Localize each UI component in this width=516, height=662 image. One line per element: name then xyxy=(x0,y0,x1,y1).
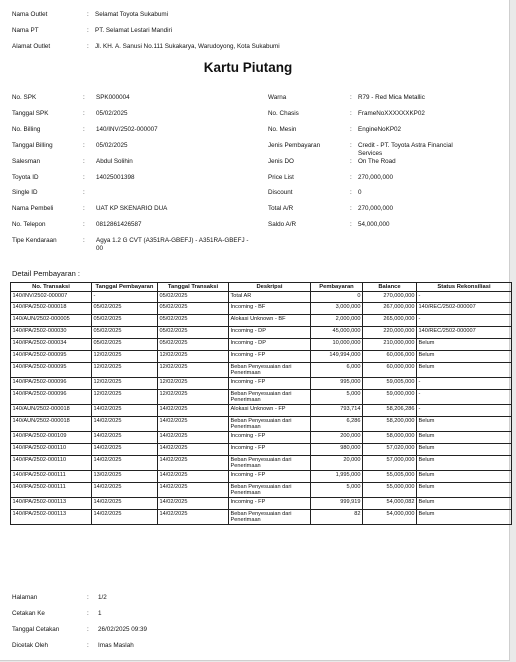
cell-deskripsi: Beban Penyesuaian dari Penerimaan xyxy=(229,363,311,378)
cell-tanggal-transaksi: 14/02/2025 xyxy=(158,432,229,444)
cell-balance: 58,206,286 xyxy=(363,405,417,417)
cell-deskripsi: Incoming - FP xyxy=(229,432,311,444)
cell-tanggal-pembayaran: - xyxy=(92,292,158,303)
cell-status: Belum xyxy=(417,417,512,432)
cell-status: 140/REC/2502-000007 xyxy=(417,327,512,339)
info-value: 140/INV/2502-000007 xyxy=(96,126,158,133)
info-label: Tanggal SPK xyxy=(12,110,49,117)
cell-deskripsi: Beban Penyesuaian dari Penerimaan xyxy=(229,510,311,525)
cell-no-transaksi: 140/IPA/2502-000095 xyxy=(11,363,92,378)
info-value: 14025001398 xyxy=(96,174,135,181)
cell-tanggal-pembayaran: 13/02/2025 xyxy=(92,471,158,483)
cell-tanggal-transaksi: 05/02/2025 xyxy=(158,315,229,327)
table-row xyxy=(11,339,512,351)
cell-pembayaran: 45,000,000 xyxy=(311,327,363,339)
colon: : xyxy=(83,205,85,212)
header-label: Nama PT xyxy=(12,27,39,34)
info-label: Toyota ID xyxy=(12,174,39,181)
left-info-row xyxy=(12,94,256,108)
cell-no-transaksi: 140/IPA/2502-000095 xyxy=(11,351,92,363)
cell-no-transaksi: 140/IPA/2502-000096 xyxy=(11,378,92,390)
info-label: Tanggal Billing xyxy=(12,142,53,149)
cell-tanggal-pembayaran: 14/02/2025 xyxy=(92,417,158,432)
cell-tanggal-transaksi: 12/02/2025 xyxy=(158,363,229,378)
info-label: Saldo A/R xyxy=(268,221,297,228)
cell-balance: 60,000,000 xyxy=(363,363,417,378)
header-row-outlet xyxy=(12,11,312,19)
info-value: 26/02/2025 09:39 xyxy=(98,626,148,633)
right-info-row xyxy=(268,221,476,235)
info-label: Warna xyxy=(268,94,287,101)
cell-status: Belum xyxy=(417,498,512,510)
info-label: Salesman xyxy=(12,158,41,165)
cell-pembayaran: 6,000 xyxy=(311,363,363,378)
cell-balance: 265,000,000 xyxy=(363,315,417,327)
col-header-pembayaran: Pembayaran xyxy=(311,283,363,292)
cell-pembayaran: 5,000 xyxy=(311,390,363,405)
table-row xyxy=(11,498,512,510)
colon: : xyxy=(83,110,85,117)
table-row xyxy=(11,303,512,315)
info-value: 270,000,000 xyxy=(358,174,394,181)
info-value: Abdul Solihin xyxy=(96,158,133,165)
cell-tanggal-transaksi: 14/02/2025 xyxy=(158,510,229,525)
colon: : xyxy=(350,174,352,181)
cell-balance: 267,000,000 xyxy=(363,303,417,315)
cell-tanggal-transaksi: 05/02/2025 xyxy=(158,303,229,315)
cell-tanggal-transaksi: 12/02/2025 xyxy=(158,378,229,390)
cell-pembayaran: 6,286 xyxy=(311,417,363,432)
header-label: Nama Outlet xyxy=(12,11,48,18)
cell-deskripsi: Incoming - FP xyxy=(229,471,311,483)
cell-balance: 59,000,000 xyxy=(363,390,417,405)
colon: : xyxy=(83,174,85,181)
table-header-row xyxy=(11,283,512,292)
footer-row xyxy=(12,642,218,656)
cell-tanggal-pembayaran: 05/02/2025 xyxy=(92,303,158,315)
cell-deskripsi: Incoming - BF xyxy=(229,303,311,315)
info-value: 270,000,000 xyxy=(358,205,394,212)
cell-deskripsi: Incoming - DP xyxy=(229,327,311,339)
cell-status: Belum xyxy=(417,510,512,525)
cell-tanggal-transaksi: 14/02/2025 xyxy=(158,483,229,498)
info-value: 0 xyxy=(358,189,362,196)
cell-tanggal-pembayaran: 14/02/2025 xyxy=(92,405,158,417)
cell-status: Belum xyxy=(417,483,512,498)
cell-tanggal-pembayaran: 14/02/2025 xyxy=(92,432,158,444)
cell-status: Belum xyxy=(417,444,512,456)
cell-balance: 220,000,000 xyxy=(363,327,417,339)
cell-tanggal-pembayaran: 14/02/2025 xyxy=(92,444,158,456)
colon: : xyxy=(350,142,352,149)
cell-no-transaksi: 140/IPA/2502-000110 xyxy=(11,456,92,471)
cell-status: 140/REC/2502-000007 xyxy=(417,303,512,315)
info-label: No. SPK xyxy=(12,94,37,101)
col-header-no-transaksi: No. Transaksi xyxy=(11,283,92,292)
cell-tanggal-pembayaran: 14/02/2025 xyxy=(92,498,158,510)
table-row xyxy=(11,292,512,303)
cell-balance: 59,005,000 xyxy=(363,378,417,390)
cell-deskripsi: Beban Penyesuaian dari Penerimaan xyxy=(229,417,311,432)
cell-tanggal-transaksi: 14/02/2025 xyxy=(158,417,229,432)
cell-status: - xyxy=(417,315,512,327)
colon: : xyxy=(350,110,352,117)
cell-deskripsi: Incoming - DP xyxy=(229,339,311,351)
right-info-row xyxy=(268,126,476,140)
col-header-tanggal-pembayaran: Tanggal Pembayaran xyxy=(92,283,158,292)
cell-tanggal-pembayaran: 14/02/2025 xyxy=(92,483,158,498)
colon: : xyxy=(350,94,352,101)
info-label: Jenis Pembayaran xyxy=(268,142,321,149)
cell-pembayaran: 0 xyxy=(311,292,363,303)
colon: : xyxy=(350,205,352,212)
header-row-address xyxy=(12,43,372,51)
header-value: Selamat Toyota Sukabumi xyxy=(95,11,169,18)
col-header-status: Status Rekonsiliasi xyxy=(417,283,512,292)
right-info-row xyxy=(268,174,476,188)
table-row xyxy=(11,432,512,444)
cell-pembayaran: 200,000 xyxy=(311,432,363,444)
left-info-row xyxy=(12,237,256,251)
info-label: Nama Pembeli xyxy=(12,205,54,212)
left-info-row xyxy=(12,126,256,140)
cell-pembayaran: 1,995,000 xyxy=(311,471,363,483)
colon: : xyxy=(83,189,85,196)
colon: : xyxy=(87,11,89,18)
cell-balance: 54,000,082 xyxy=(363,498,417,510)
info-label: Discount xyxy=(268,189,293,196)
colon: : xyxy=(87,594,89,601)
cell-tanggal-pembayaran: 14/02/2025 xyxy=(92,510,158,525)
table-row xyxy=(11,363,512,378)
cell-balance: 58,200,000 xyxy=(363,417,417,432)
right-info-row xyxy=(268,158,476,172)
info-value: 0812861426587 xyxy=(96,221,142,228)
cell-status: Belum xyxy=(417,456,512,471)
colon: : xyxy=(350,189,352,196)
table-row xyxy=(11,510,512,525)
table-row xyxy=(11,456,512,471)
cell-pembayaran: 995,000 xyxy=(311,378,363,390)
cell-tanggal-pembayaran: 05/02/2025 xyxy=(92,315,158,327)
cell-status: Belum xyxy=(417,471,512,483)
cell-no-transaksi: 140/IPA/2502-000110 xyxy=(11,444,92,456)
cell-status: - xyxy=(417,292,512,303)
colon: : xyxy=(83,237,85,244)
info-value: FrameNoXXXXXXKP02 xyxy=(358,110,425,117)
cell-tanggal-transaksi: 14/02/2025 xyxy=(158,444,229,456)
header-value: Jl. KH. A. Sanusi No.111 Sukakarya, Warudoyong, Kota Sukabumi xyxy=(95,43,280,50)
cell-tanggal-transaksi: 14/02/2025 xyxy=(158,405,229,417)
cell-balance: 55,000,000 xyxy=(363,483,417,498)
table-row xyxy=(11,444,512,456)
cell-deskripsi: Beban Penyesuaian dari Penerimaan xyxy=(229,456,311,471)
colon: : xyxy=(83,142,85,149)
info-label: No. Telepon xyxy=(12,221,46,228)
info-value: Credit - PT. Toyota Astra Financial Services xyxy=(358,142,453,157)
cell-no-transaksi: 140/IPA/2502-000034 xyxy=(11,339,92,351)
info-label: Total A/R xyxy=(268,205,294,212)
left-info-row xyxy=(12,221,256,235)
table-row xyxy=(11,327,512,339)
cell-status: Belum xyxy=(417,363,512,378)
cell-tanggal-pembayaran: 05/02/2025 xyxy=(92,339,158,351)
cell-balance: 54,000,000 xyxy=(363,510,417,525)
info-label: Tanggal Cetakan xyxy=(12,626,60,633)
info-label: No. Chasis xyxy=(268,110,299,117)
info-label: Price List xyxy=(268,174,294,181)
cell-no-transaksi: 140/AUN/2502-000018 xyxy=(11,405,92,417)
cell-no-transaksi: 140/AUN/2502-000005 xyxy=(11,315,92,327)
col-header-balance: Balance xyxy=(363,283,417,292)
info-value: EngineNoKP02 xyxy=(358,126,402,133)
left-info-row xyxy=(12,158,256,172)
cell-no-transaksi: 140/IPA/2502-000111 xyxy=(11,483,92,498)
cell-no-transaksi: 140/IPA/2502-000109 xyxy=(11,432,92,444)
cell-pembayaran: 82 xyxy=(311,510,363,525)
info-label: Halaman xyxy=(12,594,38,601)
right-info-row xyxy=(268,110,476,124)
cell-deskripsi: Incoming - FP xyxy=(229,444,311,456)
cell-deskripsi: Incoming - FP xyxy=(229,351,311,363)
colon: : xyxy=(87,43,89,50)
info-value: 1 xyxy=(98,610,102,617)
info-value: R79 - Red Mica Metallic xyxy=(358,94,425,101)
colon: : xyxy=(87,610,89,617)
cell-tanggal-transaksi: 05/02/2025 xyxy=(158,292,229,303)
cell-pembayaran: 980,000 xyxy=(311,444,363,456)
colon: : xyxy=(350,221,352,228)
cell-no-transaksi: 140/IPA/2502-000111 xyxy=(11,471,92,483)
col-header-tanggal-transaksi: Tanggal Transaksi xyxy=(158,283,229,292)
header-row-pt xyxy=(12,27,312,35)
cell-tanggal-pembayaran: 12/02/2025 xyxy=(92,351,158,363)
colon: : xyxy=(87,642,89,649)
info-label: No. Mesin xyxy=(268,126,297,133)
cell-tanggal-transaksi: 14/02/2025 xyxy=(158,471,229,483)
cell-deskripsi: Incoming - FP xyxy=(229,498,311,510)
table-row xyxy=(11,315,512,327)
cell-tanggal-transaksi: 05/02/2025 xyxy=(158,327,229,339)
cell-status: Belum xyxy=(417,432,512,444)
cell-pembayaran: 20,000 xyxy=(311,456,363,471)
cell-status: - xyxy=(417,390,512,405)
cell-no-transaksi: 140/IPA/2502-000113 xyxy=(11,498,92,510)
cell-no-transaksi: 140/IPA/2502-000018 xyxy=(11,303,92,315)
right-info-row xyxy=(268,189,476,203)
left-info-row xyxy=(12,205,256,219)
table-row xyxy=(11,390,512,405)
col-header-deskripsi: Deskripsi xyxy=(229,283,311,292)
cell-pembayaran: 149,994,000 xyxy=(311,351,363,363)
cell-tanggal-pembayaran: 12/02/2025 xyxy=(92,390,158,405)
cell-pembayaran: 793,714 xyxy=(311,405,363,417)
info-value: On The Road xyxy=(358,158,396,165)
cell-tanggal-pembayaran: 12/02/2025 xyxy=(92,378,158,390)
info-value: 05/02/2025 xyxy=(96,142,128,149)
cell-no-transaksi: 140/INV/2502-000007 xyxy=(11,292,92,303)
cell-deskripsi: Alokasi Unknown - BF xyxy=(229,315,311,327)
cell-pembayaran: 2,000,000 xyxy=(311,315,363,327)
info-label: Tipe Kendaraan xyxy=(12,237,57,244)
info-label: Cetakan Ke xyxy=(12,610,45,617)
info-label: Dicetak Oleh xyxy=(12,642,49,649)
right-info-row xyxy=(268,142,476,156)
left-info-row xyxy=(12,110,256,124)
cell-deskripsi: Total AR xyxy=(229,292,311,303)
cell-pembayaran: 999,919 xyxy=(311,498,363,510)
info-value: UAT KP SKENARIO DUA xyxy=(96,205,168,212)
cell-tanggal-transaksi: 12/02/2025 xyxy=(158,351,229,363)
info-label: Jenis DO xyxy=(268,158,294,165)
cell-balance: 55,005,000 xyxy=(363,471,417,483)
info-label: No. Billing xyxy=(12,126,41,133)
cell-deskripsi: Incoming - FP xyxy=(229,378,311,390)
colon: : xyxy=(83,126,85,133)
cell-balance: 210,000,000 xyxy=(363,339,417,351)
cell-status: - xyxy=(417,378,512,390)
footer-row xyxy=(12,610,218,624)
cell-deskripsi: Beban Penyesuaian dari Penerimaan xyxy=(229,483,311,498)
right-info-row xyxy=(268,94,476,108)
cell-no-transaksi: 140/AUN/2502-000018 xyxy=(11,417,92,432)
right-info-row xyxy=(268,205,476,219)
cell-tanggal-transaksi: 14/02/2025 xyxy=(158,456,229,471)
section-title: Detail Pembayaran : xyxy=(12,269,80,278)
cell-pembayaran: 5,000 xyxy=(311,483,363,498)
info-label: Single ID xyxy=(12,189,38,196)
cell-tanggal-transaksi: 12/02/2025 xyxy=(158,390,229,405)
cell-tanggal-transaksi: 05/02/2025 xyxy=(158,339,229,351)
header-label: Alamat Outlet xyxy=(12,43,51,50)
info-value: Agya 1.2 G CVT (A351RA-GBEFJ) - A351RA-GBEFJ - 00 xyxy=(96,237,249,252)
colon: : xyxy=(83,221,85,228)
colon: : xyxy=(87,626,89,633)
cell-pembayaran: 3,000,000 xyxy=(311,303,363,315)
cell-balance: 57,000,000 xyxy=(363,456,417,471)
header-value: PT. Selamat Lestari Mandiri xyxy=(95,27,172,34)
table-row xyxy=(11,483,512,498)
cell-status: Belum xyxy=(417,351,512,363)
cell-status: Belum xyxy=(417,339,512,351)
colon: : xyxy=(350,126,352,133)
page-title: Kartu Piutang xyxy=(203,60,293,75)
info-value: SPK000004 xyxy=(96,94,130,101)
footer-row xyxy=(12,594,218,608)
info-value: 54,000,000 xyxy=(358,221,390,228)
table-row xyxy=(11,405,512,417)
cell-deskripsi: Alokasi Unknown - FP xyxy=(229,405,311,417)
table-row xyxy=(11,378,512,390)
info-value: 1/2 xyxy=(98,594,107,601)
colon: : xyxy=(83,94,85,101)
cell-deskripsi: Beban Penyesuaian dari Penerimaan xyxy=(229,390,311,405)
cell-no-transaksi: 140/IPA/2502-000030 xyxy=(11,327,92,339)
footer-row xyxy=(12,626,218,640)
colon: : xyxy=(87,27,89,34)
cell-status: - xyxy=(417,405,512,417)
cell-no-transaksi: 140/IPA/2502-000096 xyxy=(11,390,92,405)
table-row xyxy=(11,351,512,363)
cell-tanggal-pembayaran: 05/02/2025 xyxy=(92,327,158,339)
info-value: Imas Maslah xyxy=(98,642,134,649)
table-row xyxy=(11,471,512,483)
cell-balance: 270,000,000 xyxy=(363,292,417,303)
payment-table xyxy=(10,282,512,525)
cell-tanggal-pembayaran: 12/02/2025 xyxy=(92,363,158,378)
cell-pembayaran: 10,000,000 xyxy=(311,339,363,351)
left-info-row xyxy=(12,142,256,156)
colon: : xyxy=(350,158,352,165)
cell-balance: 60,006,000 xyxy=(363,351,417,363)
cell-tanggal-pembayaran: 14/02/2025 xyxy=(92,456,158,471)
cell-balance: 57,020,000 xyxy=(363,444,417,456)
left-info-row xyxy=(12,174,256,188)
cell-no-transaksi: 140/IPA/2502-000113 xyxy=(11,510,92,525)
colon: : xyxy=(83,158,85,165)
cell-tanggal-transaksi: 14/02/2025 xyxy=(158,498,229,510)
info-value: 05/02/2025 xyxy=(96,110,128,117)
left-info-row xyxy=(12,189,256,203)
table-row xyxy=(11,417,512,432)
cell-balance: 58,000,000 xyxy=(363,432,417,444)
